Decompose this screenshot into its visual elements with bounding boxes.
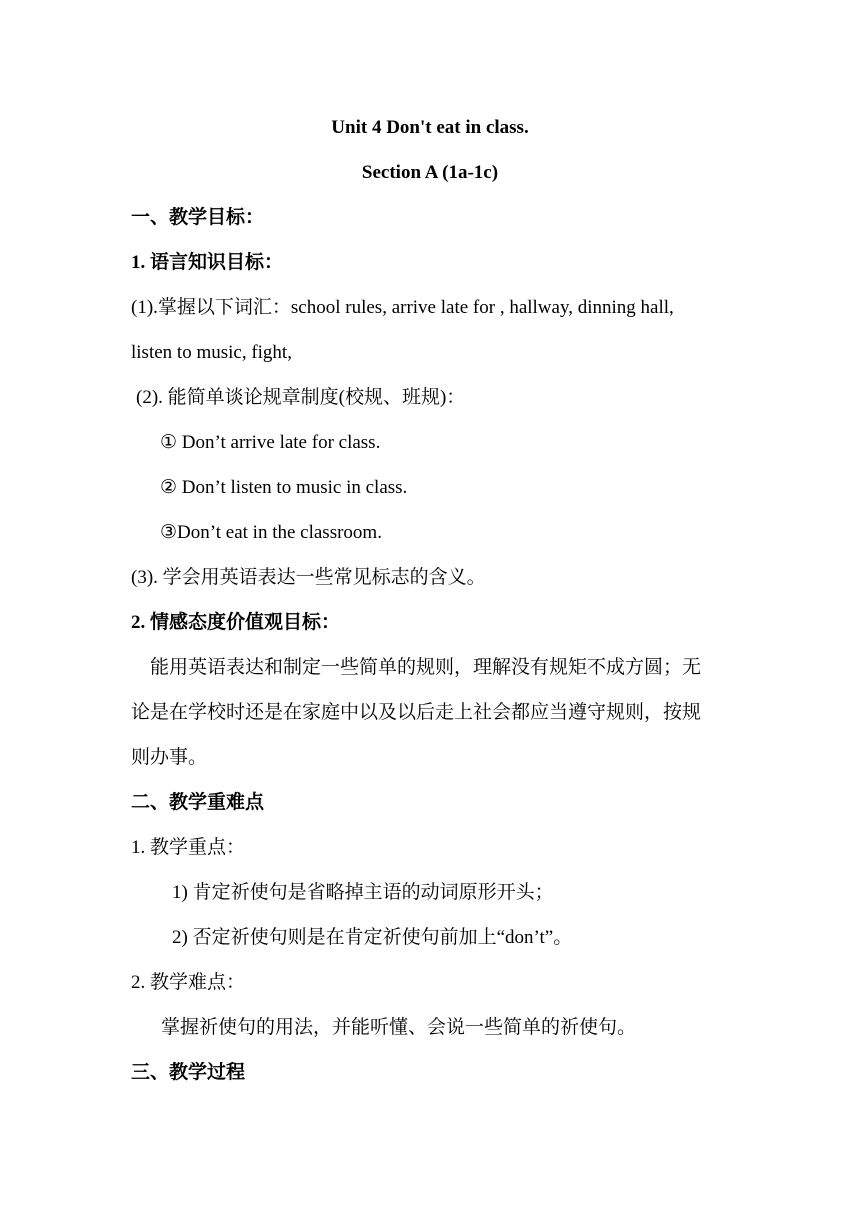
objectives-heading: 一、教学目标： <box>131 207 265 228</box>
document-title: Unit 4 Don't eat in class. <box>331 117 529 138</box>
key-points-heading: 二、教学重难点 <box>131 792 265 813</box>
difficulty-item: 掌握祈使句的用法，并能听懂、会说一些简单的祈使句。 <box>161 1017 637 1038</box>
focus-item-2: 2) 否定祈使句则是在肯定祈使句前加上“don’t”。 <box>172 927 573 948</box>
focus-heading: 1. 教学重点： <box>131 837 246 858</box>
difficulty-heading: 2. 教学难点： <box>131 972 246 993</box>
rule-2: ② Don’t listen to music in class. <box>160 477 408 498</box>
attitude-heading: 2. 情感态度价值观目标： <box>131 612 341 633</box>
focus-item-1: 1) 肯定祈使句是省略掉主语的动词原形开头； <box>172 882 554 903</box>
attitude-line-3: 则办事。 <box>131 747 208 768</box>
rules-intro: (2). 能简单谈论规章制度(校规、班规)： <box>136 387 466 408</box>
rule-3: ③Don’t eat in the classroom. <box>160 522 382 543</box>
attitude-line-1: 能用英语表达和制定一些简单的规则，理解没有规矩不成方圆；无 <box>150 657 702 678</box>
process-heading: 三、教学过程 <box>131 1062 246 1083</box>
rule-1: ① Don’t arrive late for class. <box>160 432 381 453</box>
language-goal-heading: 1. 语言知识目标： <box>131 252 284 273</box>
document-subtitle: Section A (1a-1c) <box>361 162 499 183</box>
vocab-line-2: listen to music, fight, <box>131 342 292 363</box>
attitude-line-2: 论是在学校时还是在家庭中以及以后走上社会都应当遵守规则，按规 <box>131 702 702 723</box>
vocab-line-1: (1).掌握以下词汇：school rules, arrive late for , hallway, dinning hall, <box>131 297 674 318</box>
signs-line: (3). 学会用英语表达一些常见标志的含义。 <box>131 567 486 588</box>
